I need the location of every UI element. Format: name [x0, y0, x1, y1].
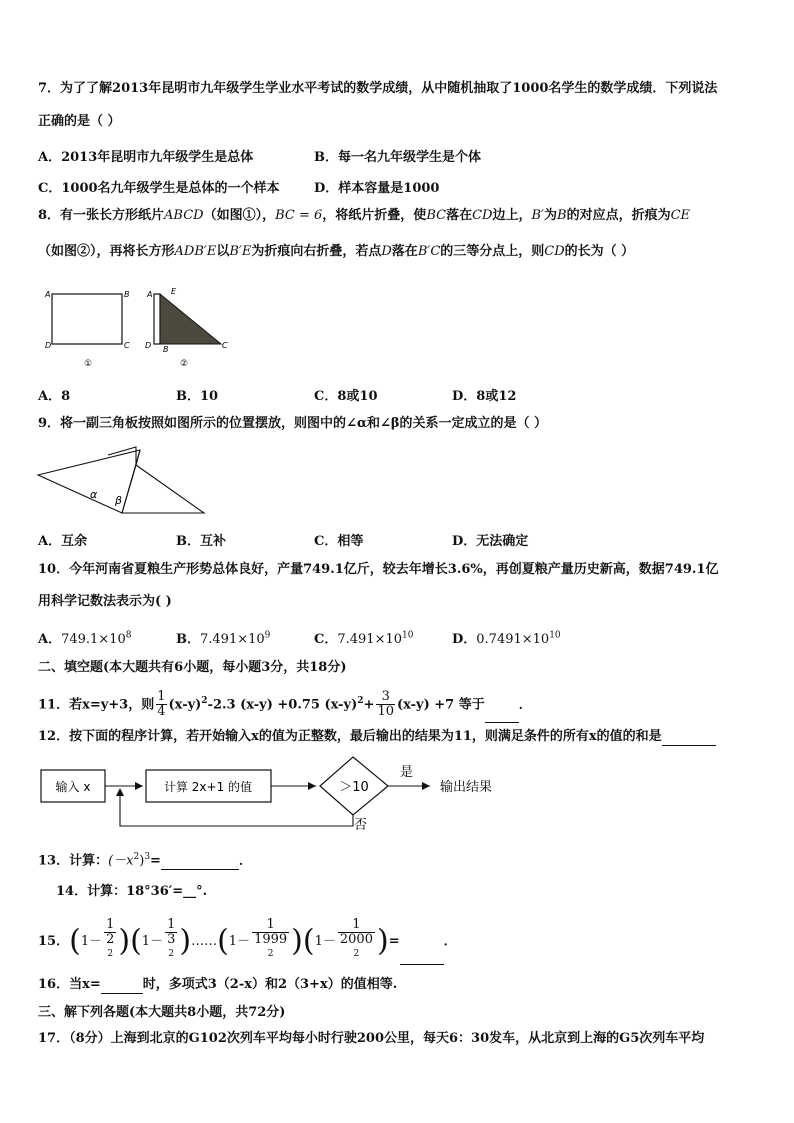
svg-text:输入 x: 输入 x: [55, 780, 91, 794]
q7-line1: 7．为了了解2013年昆明市九年级学生学业水平考试的数学成绩，从中随机抽取了1000名学生的数学成绩．下列说法: [38, 81, 718, 96]
svg-text:C: C: [222, 341, 228, 350]
svg-text:否: 否: [354, 818, 368, 833]
q9-option-b: B．互补: [176, 534, 226, 549]
q9-option-c: C．相等: [314, 534, 364, 549]
svg-text:D: D: [145, 341, 152, 350]
q16: 16．当x= 时，多项式3（2-x）和2（3+x）的值相等.: [38, 977, 398, 992]
q17-line1: 17．（8分）上海到北京的G102次列车平均每小时行驶200公里，每天6：30发车，从北京到上海的G5次列车平均: [38, 1031, 705, 1046]
q10-option-c: C．$7.491\times 10^{10}$: [314, 630, 414, 647]
section-2-heading: 二、填空题(本大题共有6小题，每小题3分，共18分): [38, 660, 347, 675]
q9-figure: [36, 445, 206, 517]
q8-figure-2: [145, 287, 228, 369]
q7-option-a: A．2013年昆明市九年级学生是总体: [38, 150, 254, 165]
q8-figure-1: [44, 290, 130, 369]
q9-option-d: D．无法确定: [452, 534, 529, 549]
q10-option-b: B．$7.491\times 10^9$: [176, 630, 271, 647]
q8-line2: （如图②），再将长方形ADB′E以B′E为折痕向右折叠，若点D落在B′C的三等分点上，则CD的长为（ ）: [38, 244, 635, 259]
q8-option-a: A．8: [38, 389, 71, 404]
q12-text: 12．按下面的程序计算，若开始输入x的值为正整数，最后输出的结果为11，则满足条件的所有x的值的和是: [38, 728, 716, 746]
q13: 13．计算：$(-x^2)^3=$ ．: [38, 852, 252, 869]
svg-text:E: E: [171, 287, 177, 296]
q11-fraction-2: $\frac{3}{10}$: [377, 689, 394, 720]
q8-figures: [38, 282, 238, 372]
section-3-heading: 三、解下列各题(本大题共8小题，共72分): [38, 1005, 286, 1020]
q10-option-d: D．$0.7491\times 10^{10}$: [452, 630, 561, 647]
q8-option-b: B．10: [176, 389, 219, 404]
svg-text:＞10: ＞10: [339, 780, 369, 795]
svg-text:C: C: [124, 341, 130, 350]
q14: 14．计算：18°36′=__°.: [56, 884, 208, 899]
svg-text:B: B: [163, 345, 169, 354]
svg-text:α: α: [90, 488, 98, 501]
svg-text:A: A: [147, 290, 153, 299]
q7-line2: 正确的是（ ）: [38, 114, 121, 129]
svg-text:②: ②: [180, 359, 189, 369]
q8-option-d: D．8或12: [452, 389, 517, 404]
q8-line1: 8．有一张长方形纸片ABCD（如图①），BC = 6，将纸片折叠，使BC落在CD边上，B′为B的对应点，折痕为CE: [38, 208, 691, 223]
svg-text:D: D: [45, 341, 52, 350]
q10-line1: 10．今年河南省夏粮生产形势总体良好，产量749.1亿斤，较去年增长3.6%，再创夏粮产量历史新高，数据749.1亿: [38, 562, 719, 577]
q11: 11．若x=y+3，则 $\frac{1}{4}$ $(x-y)^2-2.3$ (x-y) +0.75 $(x-y)^2+$ $\frac{3}{10}$ (x-y) +7 等于 ．: [38, 683, 532, 723]
q7-option-d: D．样本容量是1000: [314, 181, 440, 196]
q9-text: 9．将一副三角板按照如图所示的位置摆放，则图中的∠α和∠β的关系一定成立的是（ ）: [38, 416, 547, 431]
svg-text:①: ①: [84, 359, 93, 369]
q11-fraction-1: $\frac{1}{4}$: [157, 689, 166, 720]
q7-option-b: B．每一名九年级学生是个体: [314, 150, 481, 165]
svg-text:计算 2x+1 的值: 计算 2x+1 的值: [163, 780, 253, 794]
svg-text:β: β: [115, 494, 123, 507]
q10-option-a: A．$749.1\times 10^8$: [38, 630, 132, 647]
svg-text:B: B: [124, 290, 130, 299]
svg-text:A: A: [45, 290, 51, 299]
q8-option-c: C．8或10: [314, 389, 378, 404]
q7-option-c: C．1000名九年级学生是总体的一个样本: [38, 181, 280, 196]
q15: 15．(1－ 1 2 $^2$ )(1－ 1 3 $^2$ )……(1－ 1 1999 $^2$ )(1－ 1 2000 $^2$ )= ．: [38, 918, 457, 965]
q9-option-a: A．互余: [38, 534, 88, 549]
svg-text:输出结果: 输出结果: [440, 780, 493, 795]
q12-flowchart: [38, 755, 518, 833]
q10-line2: 用科学记数法表示为( ): [38, 594, 172, 609]
svg-text:是: 是: [400, 765, 414, 780]
